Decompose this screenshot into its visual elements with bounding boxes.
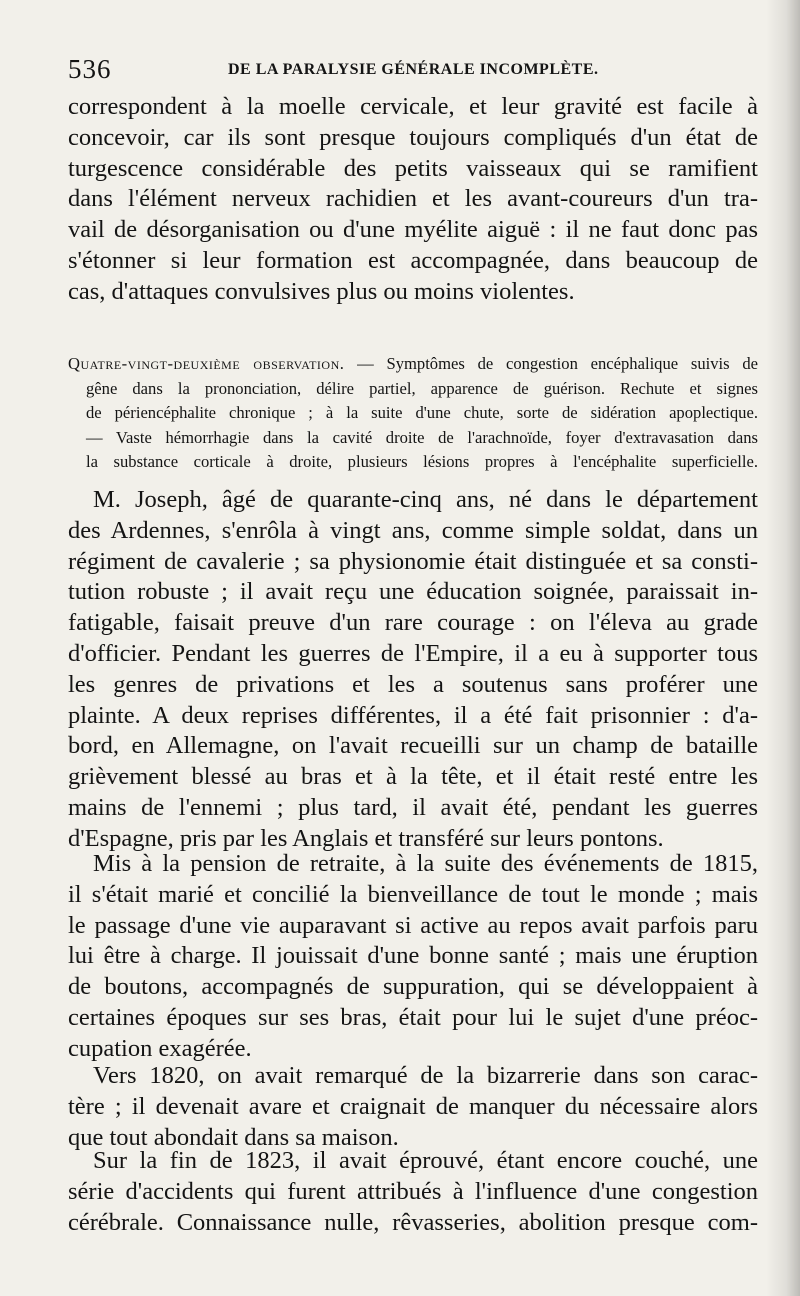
text-line: Sur la fin de 1823, il avait éprouvé, étant encore couché, une bbox=[93, 1147, 758, 1174]
paragraph-2 bbox=[68, 485, 758, 855]
text-line: tère ; il devenait avare et craignait de manquer du nécessaire alors bbox=[68, 1092, 758, 1120]
paragraph-1 bbox=[68, 92, 758, 308]
text-line: bord, en Allemagne, on l'avait recueilli sur un champ de bataille bbox=[68, 732, 758, 760]
text-line: concevoir, car ils sont presque toujours compliqués d'un état de bbox=[68, 123, 758, 151]
text-line: turgescence considérable des petits vaisseaux qui se ramifient bbox=[68, 154, 758, 182]
text-line: certaines époques sur ses bras, était pour lui le sujet d'une préoc- bbox=[68, 1003, 758, 1031]
text-line: vail de désorganisation ou d'une myélite aiguë : il ne faut donc pas bbox=[68, 216, 758, 244]
text-line: Mis à la pension de retraite, à la suite des événements de 1815, bbox=[93, 850, 758, 877]
observation-line: de périencéphalite chronique ; à la suite d'une chute, sorte de sidération apoplectique. bbox=[86, 403, 758, 423]
observation-line: gêne dans la prononciation, délire partiel, apparence de guérison. Rechute et signes bbox=[86, 378, 758, 398]
text-line: lui être à charge. Il jouissait d'une bonne santé ; mais une éruption bbox=[68, 942, 758, 970]
paragraph-3 bbox=[68, 849, 758, 1065]
observation-first-line bbox=[68, 352, 758, 377]
text-line: tution robuste ; il avait reçu une éducation soignée, paraissait in- bbox=[68, 578, 758, 606]
text-line: dans l'élément nerveux rachidien et les avant-coureurs d'un tra- bbox=[68, 185, 758, 213]
text-line: mains de l'ennemi ; plus tard, il avait été, pendant les guerres bbox=[68, 793, 758, 821]
observation-first-line-rest: — Symptômes de congestion encéphalique suivis de bbox=[344, 354, 758, 373]
observation-line: — Vaste hémorrhagie dans la cavité droite de l'arachnoïde, foyer d'extravasation dans bbox=[86, 427, 758, 447]
text-line: de boutons, accompagnés de suppuration, qui se développaient à bbox=[68, 973, 758, 1001]
text-line: les genres de privations et les a soutenus sans proférer une bbox=[68, 670, 758, 698]
text-line: s'étonner si leur formation est accompagnée, dans beaucoup de bbox=[68, 246, 758, 274]
observation-summary bbox=[68, 352, 758, 475]
text-line: cérébrale. Connaissance nulle, rêvasseries, abolition presque com- bbox=[68, 1208, 758, 1236]
text-line: cas, d'attaques convulsives plus ou moins violentes. bbox=[68, 277, 575, 305]
text-line: fatigable, faisait preuve d'un rare courage : on l'éleva au grade bbox=[68, 609, 758, 637]
text-line: régiment de cavalerie ; sa physionomie était distinguée et sa consti- bbox=[68, 547, 758, 575]
text-line: M. Joseph, âgé de quarante-cinq ans, né dans le département bbox=[93, 486, 758, 513]
text-line: que tout abondait dans sa maison. bbox=[68, 1123, 399, 1151]
paragraph-5 bbox=[68, 1146, 758, 1238]
text-line: grièvement blessé au bras et à la tête, et il était resté entre les bbox=[68, 763, 758, 791]
text-line: Vers 1820, on avait remarqué de la bizarrerie dans son carac- bbox=[93, 1062, 758, 1089]
text-line: plainte. A deux reprises différentes, il a été fait prisonnier : d'a- bbox=[68, 701, 758, 729]
text-line: correspondent à la moelle cervicale, et leur gravité est facile à bbox=[68, 93, 758, 120]
text-line: des Ardennes, s'enrôla à vingt ans, comme simple soldat, dans un bbox=[68, 516, 758, 544]
text-line: d'Espagne, pris par les Anglais et transféré sur leurs pontons. bbox=[68, 824, 664, 852]
page-header bbox=[68, 54, 768, 84]
text-line: cupation exagérée. bbox=[68, 1034, 252, 1062]
text-line: série d'accidents qui furent attribués à l'influence d'une congestion bbox=[68, 1177, 758, 1205]
text-line: d'officier. Pendant les guerres de l'Empire, il a eu à supporter tous bbox=[68, 639, 758, 667]
text-line: il s'était marié et concilié la bienveillance de tout le monde ; mais bbox=[68, 880, 758, 908]
observation-line: la substance corticale à droite, plusieurs lésions propres à l'encéphalite superficielle. bbox=[86, 452, 758, 472]
paragraph-4 bbox=[68, 1061, 758, 1153]
page-edge-shadow bbox=[766, 0, 800, 1296]
page-number: 536 bbox=[68, 54, 112, 84]
running-title: DE LA PARALYSIE GÉNÉRALE INCOMPLÈTE. bbox=[228, 61, 599, 78]
observation-title: Quatre-vingt-deuxième observation. bbox=[68, 354, 345, 373]
text-line: le passage d'une vie auparavant si active au repos avait parfois paru bbox=[68, 911, 758, 939]
